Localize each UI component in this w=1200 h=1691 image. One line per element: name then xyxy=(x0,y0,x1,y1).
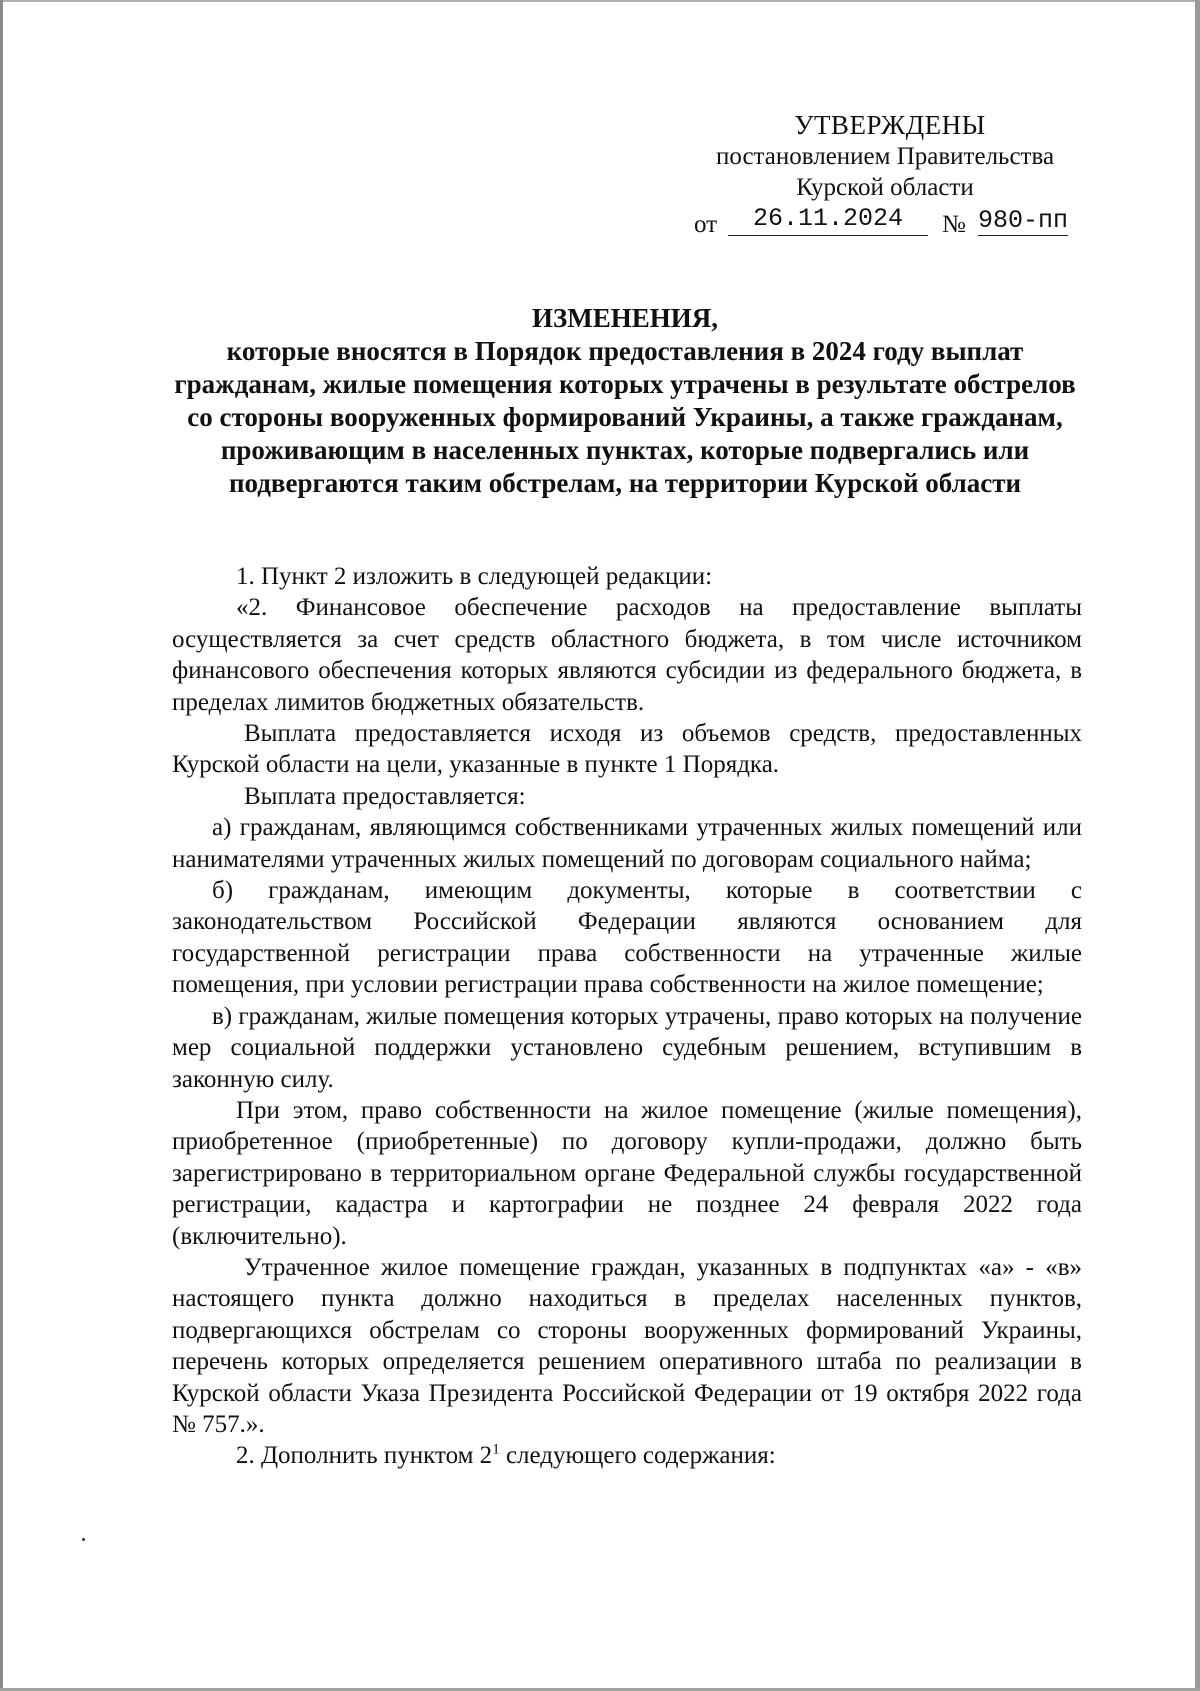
paragraph: 1. Пункт 2 изложить в следующей редакции: xyxy=(236,563,713,590)
approval-number: 980-пп xyxy=(978,206,1069,235)
approval-block xyxy=(690,110,1080,239)
document-title xyxy=(170,302,1080,500)
paragraph: Выплата предоставляется исходя из объемов средств, предоставленных Курской области на цели, указанные в пункте 1 Порядка. xyxy=(172,720,1082,779)
document-body xyxy=(172,561,1082,1472)
title-subtitle: которые вносятся в Порядок предоставления в 2024 году выплат гражданам, жилые помещения которых утрачены в результате обстрелов со стороны вооруженных формирований Украины, а также гражданам, проживающим в населенных пунктах, которые подвергались или подвергаются таким обстрелам, на территории Курской области xyxy=(174,336,1076,498)
paragraph-text: следующего содержания: xyxy=(499,1442,776,1470)
paragraph: а) гражданам, являющимся собственниками утраченных жилых помещений или нанимателями утраченных жилых помещений по договорам социального найма; xyxy=(172,814,1082,873)
paragraph: Утраченное жилое помещение граждан, указанных в подпунктах «а» - «в» настоящего пункта должно находиться в пределах населенных пунктов, подвергающихся обстрелам со стороны вооруженных формирований Украины, перечень которых определяется решением оперативного штаба по реализации в Курской области Указа Президента Российской Федерации от 19 октября 2022 года № 757.». xyxy=(172,1253,1082,1438)
paragraph xyxy=(172,1440,1082,1471)
paragraph: в) гражданам, жилые помещения которых утрачены, право которых на получение мер социальной поддержки установлено судебным решением, вступившим в законную силу. xyxy=(172,1002,1082,1093)
paragraph: б) гражданам, имеющим документы, которые в соответствии с законодательством Российской Федерации являются основанием для государственной регистрации права собственности на утраченные жилые помещения, при условии регистрации права собственности на жилое помещение; xyxy=(172,877,1082,999)
approval-heading: УТВЕРЖДЕНЫ xyxy=(794,110,986,140)
scan-speck xyxy=(82,1538,85,1541)
approval-line: Курской области xyxy=(796,174,974,201)
approval-date: 26.11.2024 xyxy=(728,205,928,236)
date-prefix: от xyxy=(694,211,718,238)
paragraph-text: 2. Дополнить пунктом 2 xyxy=(236,1442,493,1470)
scan-edge xyxy=(1195,0,1200,1691)
scan-edge xyxy=(0,0,1200,2)
title-main: ИЗМЕНЕНИЯ, xyxy=(531,303,718,333)
scan-edge xyxy=(0,0,3,1691)
superscript: 1 xyxy=(492,1442,500,1459)
approval-date-line xyxy=(690,205,1080,239)
paragraph: При этом, право собственности на жилое помещение (жилые помещения), приобретенное (приобретенные) по договору купли-продажи, должно быть зарегистрировано в территориальном органе Федеральной службы государственной регистрации, кадастра и картографии не позднее 24 февраля 2022 года (включительно). xyxy=(172,1096,1082,1250)
paragraph: «2. Финансовое обеспечение расходов на предоставление выплаты осуществляется за счет средств областного бюджета, в том числе источником финансового обеспечения которых являются субсидии из федерального бюджета, в пределах лимитов бюджетных обязательств. xyxy=(172,594,1082,716)
number-sign: № xyxy=(942,211,966,238)
paragraph: Выплата предоставляется: xyxy=(244,782,526,810)
approval-line: постановлением Правительства xyxy=(715,143,1055,170)
